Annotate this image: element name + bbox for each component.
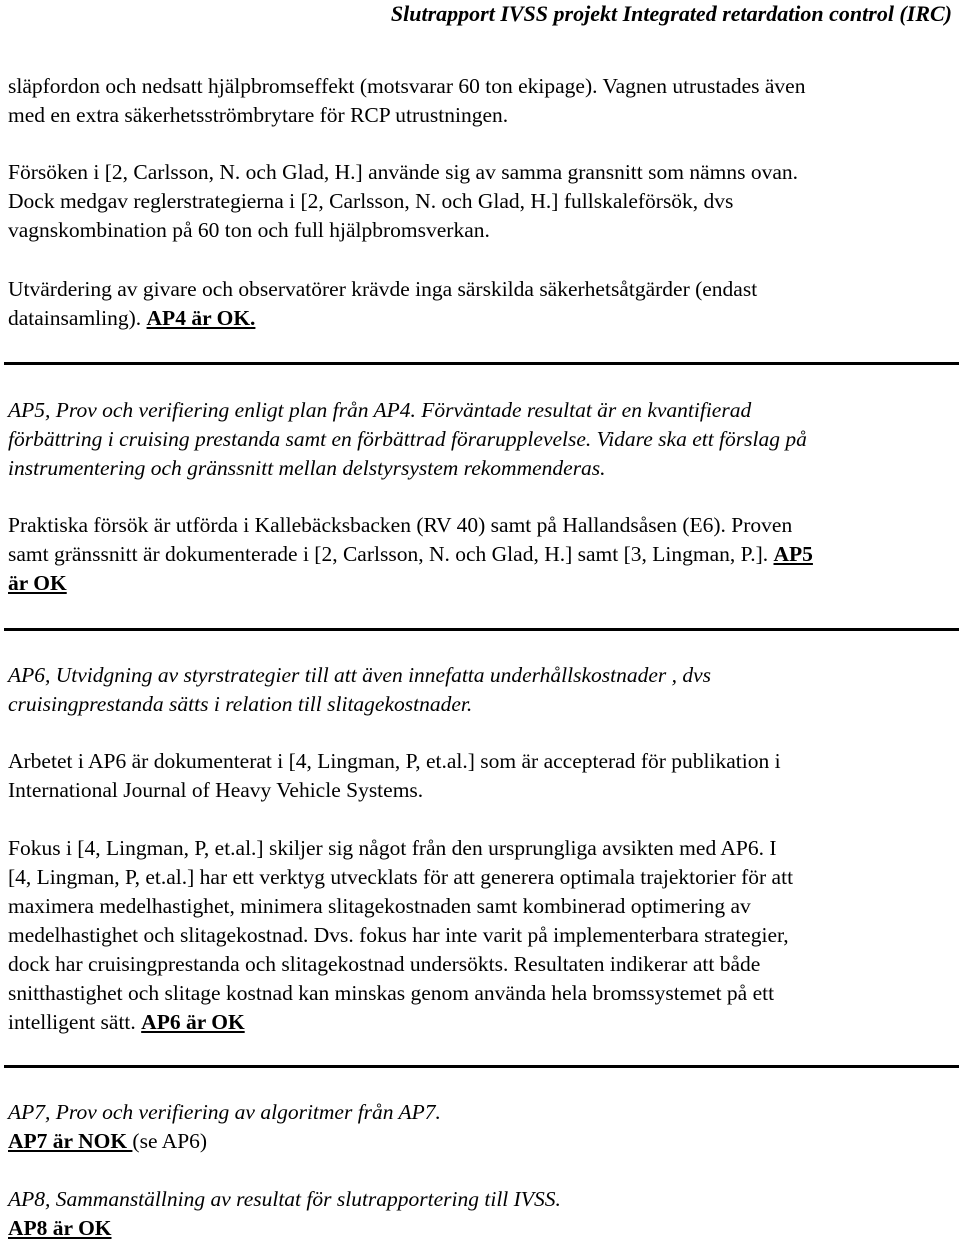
paragraph-vehicle-setup: [8, 72, 954, 130]
section-divider: [4, 628, 959, 631]
text-line: [8, 540, 954, 569]
text-line: med en extra säkerhetsströmbrytare för RCP utrustningen.: [8, 103, 509, 127]
text-run: datainsamling).: [8, 306, 147, 330]
ap5-heading: [8, 396, 954, 483]
text-run: intelligent sätt.: [8, 1010, 142, 1034]
text-line: Dock medgav reglerstrategierna i [2, Carlsson, N. och Glad, H.] fullskaleförsök, dvs: [8, 189, 734, 213]
ap7-status: AP7 är NOK: [8, 1129, 133, 1153]
ap5-status: AP5: [773, 542, 813, 566]
ap8-section: [8, 1185, 954, 1243]
paragraph-ap5-results: [8, 511, 954, 598]
text-line: instrumentering och gränssnitt mellan delstyrsystem rekommenderas.: [8, 456, 606, 480]
ap7-heading: AP7, Prov och verifiering av algoritmer från AP7.: [8, 1100, 441, 1124]
text-line: snitthastighet och slitage kostnad kan minskas genom använda hela bromssystemet på ett: [8, 981, 775, 1005]
paragraph-tests: [8, 158, 954, 245]
text-line: Utvärdering av givare och observatörer krävde inga särskilda säkerhetsåtgärder (endast: [8, 277, 758, 301]
text-line: [8, 1008, 954, 1037]
paragraph-ap4-evaluation: [8, 275, 954, 333]
text-line: cruisingprestanda sätts i relation till slitagekostnader.: [8, 692, 473, 716]
text-line: [8, 1127, 954, 1156]
text-line: [8, 304, 954, 333]
text-line: AP5, Prov och verifiering enligt plan från AP4. Förväntade resultat är en kvantifierad: [8, 398, 752, 422]
ap5-status-cont: är OK: [8, 571, 67, 595]
text-line: dock har cruisingprestanda och slitagekostnad undersökts. Resultaten indikerar att både: [8, 952, 761, 976]
section-divider: [4, 362, 959, 365]
text-run: samt gränssnitt är dokumenterade i [2, Carlsson, N. och Glad, H.] samt [3, Lingman, P.].: [8, 542, 774, 566]
ap6-heading: [8, 661, 954, 719]
ap8-status: AP8 är OK: [8, 1216, 112, 1240]
text-line: maximera medelhastighet, minimera slitagekostnaden samt kombinerad optimering av: [8, 894, 751, 918]
text-line: vagnskombination på 60 ton och full hjälpbromsverkan.: [8, 218, 490, 242]
text-line: medelhastighet och slitagekostnad. Dvs. fokus har inte varit på implementerbara strategier,: [8, 923, 789, 947]
text-run: (se AP6): [132, 1129, 208, 1153]
paragraph-ap6-focus: [8, 834, 954, 1037]
section-divider: [4, 1065, 959, 1068]
page-header-title: Slutrapport IVSS projekt Integrated retardation control (IRC): [390, 1, 952, 26]
text-line: AP6, Utvidgning av styrstrategier till att även innefatta underhållskostnader , dvs: [8, 663, 712, 687]
ap7-section: [8, 1098, 954, 1156]
paragraph-ap6-publication: [8, 747, 954, 805]
ap6-status: AP6 är OK: [141, 1010, 245, 1034]
text-line: Fokus i [4, Lingman, P, et.al.] skiljer sig något från den ursprungliga avsikten med AP6. I: [8, 836, 777, 860]
text-line: Arbetet i AP6 är dokumenterat i [4, Lingman, P, et.al.] som är accepterad för publikation i: [8, 749, 781, 773]
ap8-heading: AP8, Sammanställning av resultat för slutrapportering till IVSS.: [8, 1187, 561, 1211]
ap4-status: AP4 är OK.: [146, 306, 256, 330]
text-line: släpfordon och nedsatt hjälpbromseffekt (motsvarar 60 ton ekipage). Vagnen utrustades även: [8, 74, 806, 98]
text-line: förbättring i cruising prestanda samt en förbättrad förarupplevelse. Vidare ska ett förslag på: [8, 427, 807, 451]
text-line: International Journal of Heavy Vehicle Systems.: [8, 778, 424, 802]
text-line: Praktiska försök är utförda i Kallebäcksbacken (RV 40) samt på Hallandsåsen (E6). Proven: [8, 513, 793, 537]
text-line: Försöken i [2, Carlsson, N. och Glad, H.] använde sig av samma gransnitt som nämns ovan.: [8, 160, 798, 184]
text-line: [4, Lingman, P, et.al.] har ett verktyg utvecklats för att generera optimala trajektorier för att: [8, 865, 794, 889]
